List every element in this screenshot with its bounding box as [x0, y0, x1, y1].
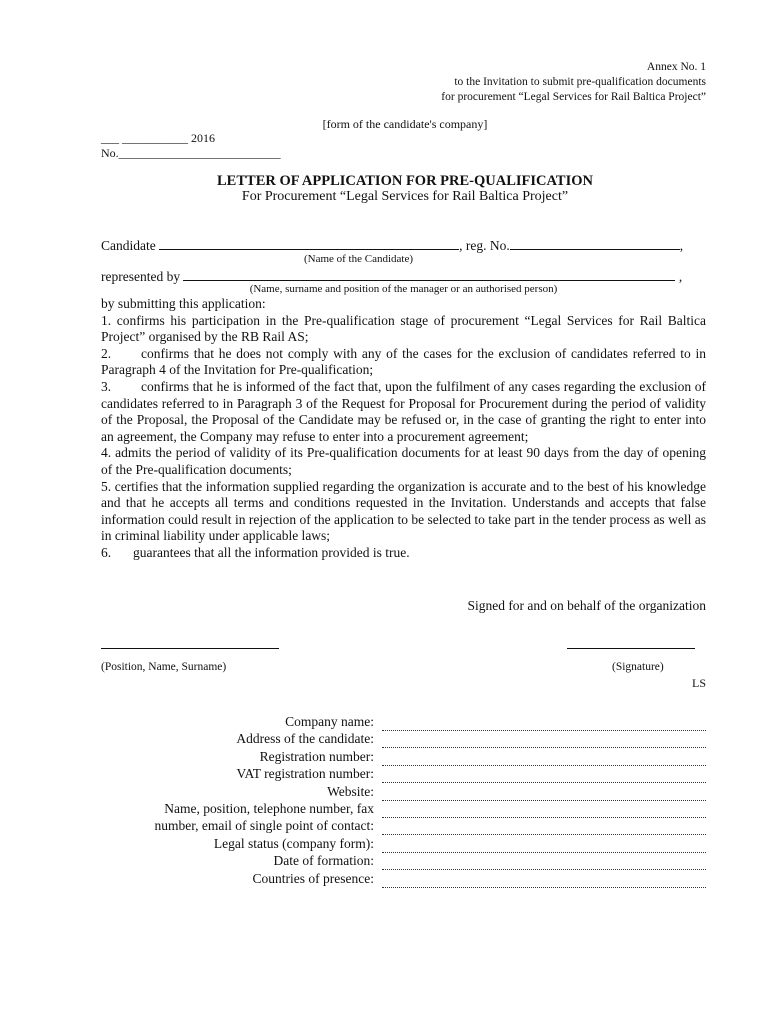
- field-row-contact-2: [101, 817, 706, 834]
- list-item: 5. certifies that the information supplied regarding the organization is accurate and to the best of his knowledge and that he accepts all terms and conditions requested in the Invitation. Understands and accepts that false information could result in rejection of the application to be selected to take part in the tender process as well as in criminal liability under applicable laws;: [101, 478, 706, 544]
- list-item: 3. confirms that he is informed of the fact that, upon the fulfilment of any cases regarding the exclusion of candidates referred to in Paragraph 3 of the Request for Proposal for Procurement during the period of validity of the Proposal, the Proposal of the Candidate may be refused or, in the case of granting the right to enter into an agreement, the Company may refuse to enter into a procurement agreement;: [101, 378, 706, 444]
- field-row-registration: [101, 748, 706, 765]
- represented-hint: (Name, surname and position of the manager or an authorised person): [249, 283, 558, 295]
- field-row-vat: [101, 765, 706, 782]
- annex-invitation: to the Invitation to submit pre-qualification documents: [454, 76, 706, 88]
- ls-seal-mark: LS: [691, 676, 706, 690]
- list-item: 2. confirms that he does not comply with any of the cases for the exclusion of candidates referred to in Paragraph 4 of the Invitation for Pre-qualification;: [101, 345, 706, 378]
- countries-field[interactable]: [382, 870, 706, 887]
- legal-status-field[interactable]: [382, 835, 706, 852]
- field-row-countries: [101, 870, 706, 887]
- contact-field-line-2[interactable]: [382, 817, 706, 834]
- represented-label: represented by: [101, 269, 181, 284]
- candidate-row: Candidate , reg. No. ,: [101, 238, 684, 253]
- field-row-formation-date: [101, 852, 706, 869]
- vat-number-field[interactable]: [382, 765, 706, 782]
- field-label: Date of formation:: [273, 853, 374, 869]
- annex-procurement: for procurement “Legal Services for Rail Baltica Project”: [441, 91, 706, 103]
- signature-label: (Signature): [612, 661, 664, 673]
- representative-blank[interactable]: [183, 268, 675, 281]
- field-row-address: [101, 730, 706, 747]
- field-label: Registration number:: [259, 748, 374, 764]
- date-block: [101, 131, 281, 161]
- contact-field-line-1[interactable]: [382, 800, 706, 817]
- field-label: VAT registration number:: [236, 766, 374, 782]
- field-label: Name, position, telephone number, fax: [164, 801, 374, 817]
- position-name-label: (Position, Name, Surname): [101, 661, 227, 673]
- document-title: LETTER OF APPLICATION FOR PRE-QUALIFICATION: [217, 173, 593, 189]
- address-field[interactable]: [382, 730, 706, 747]
- field-row-website: [101, 783, 706, 800]
- document-subtitle: For Procurement “Legal Services for Rail Baltica Project”: [241, 189, 569, 204]
- reg-number-blank[interactable]: [510, 237, 680, 250]
- field-label: Address of the candidate:: [236, 731, 374, 747]
- formation-date-field[interactable]: [382, 852, 706, 869]
- registration-number-field[interactable]: [382, 748, 706, 765]
- field-row-contact-1: [101, 800, 706, 817]
- list-item: 6. guarantees that all the information provided is true.: [101, 544, 410, 560]
- field-label: Legal status (company form):: [213, 835, 374, 851]
- candidate-name-hint: (Name of the Candidate): [303, 253, 414, 265]
- company-name-field[interactable]: [382, 713, 706, 730]
- field-label: Countries of presence:: [252, 870, 374, 886]
- annex-header: [206, 60, 706, 105]
- field-label: number, email of single point of contact:: [154, 818, 374, 834]
- candidate-label: Candidate: [101, 238, 156, 253]
- application-body: [101, 296, 706, 562]
- position-signature-line[interactable]: [101, 648, 279, 649]
- list-item: 1. confirms his participation in the Pre-qualification stage of procurement “Legal Services for Rail Baltica Project” organised by the RB Rail AS;: [101, 312, 707, 345]
- signature-line[interactable]: [567, 648, 695, 649]
- candidate-name-blank[interactable]: [159, 237, 459, 250]
- field-row-company-name: [101, 713, 706, 730]
- represented-row: represented by ,: [101, 269, 683, 284]
- reg-label: , reg. No.: [459, 238, 510, 253]
- list-item: 4. admits the period of validity of its Pre-qualification documents for at least 90 days from the day of opening of the Pre-qualification documents;: [101, 445, 707, 477]
- form-note: [form of the candidate's company]: [322, 117, 488, 131]
- field-label: Website:: [327, 783, 374, 799]
- annex-number: Annex No. 1: [646, 61, 706, 73]
- field-label: Company name:: [285, 714, 374, 729]
- website-field[interactable]: [382, 783, 706, 800]
- intro-text: by submitting this application:: [101, 296, 266, 311]
- field-row-legal-status: [101, 835, 706, 852]
- date-field: ___ ___________ 2016: [101, 131, 215, 145]
- signed-statement: Signed for and on behalf of the organization: [467, 598, 706, 613]
- number-field: No.___________________________: [101, 146, 281, 160]
- company-info-table: [101, 713, 706, 888]
